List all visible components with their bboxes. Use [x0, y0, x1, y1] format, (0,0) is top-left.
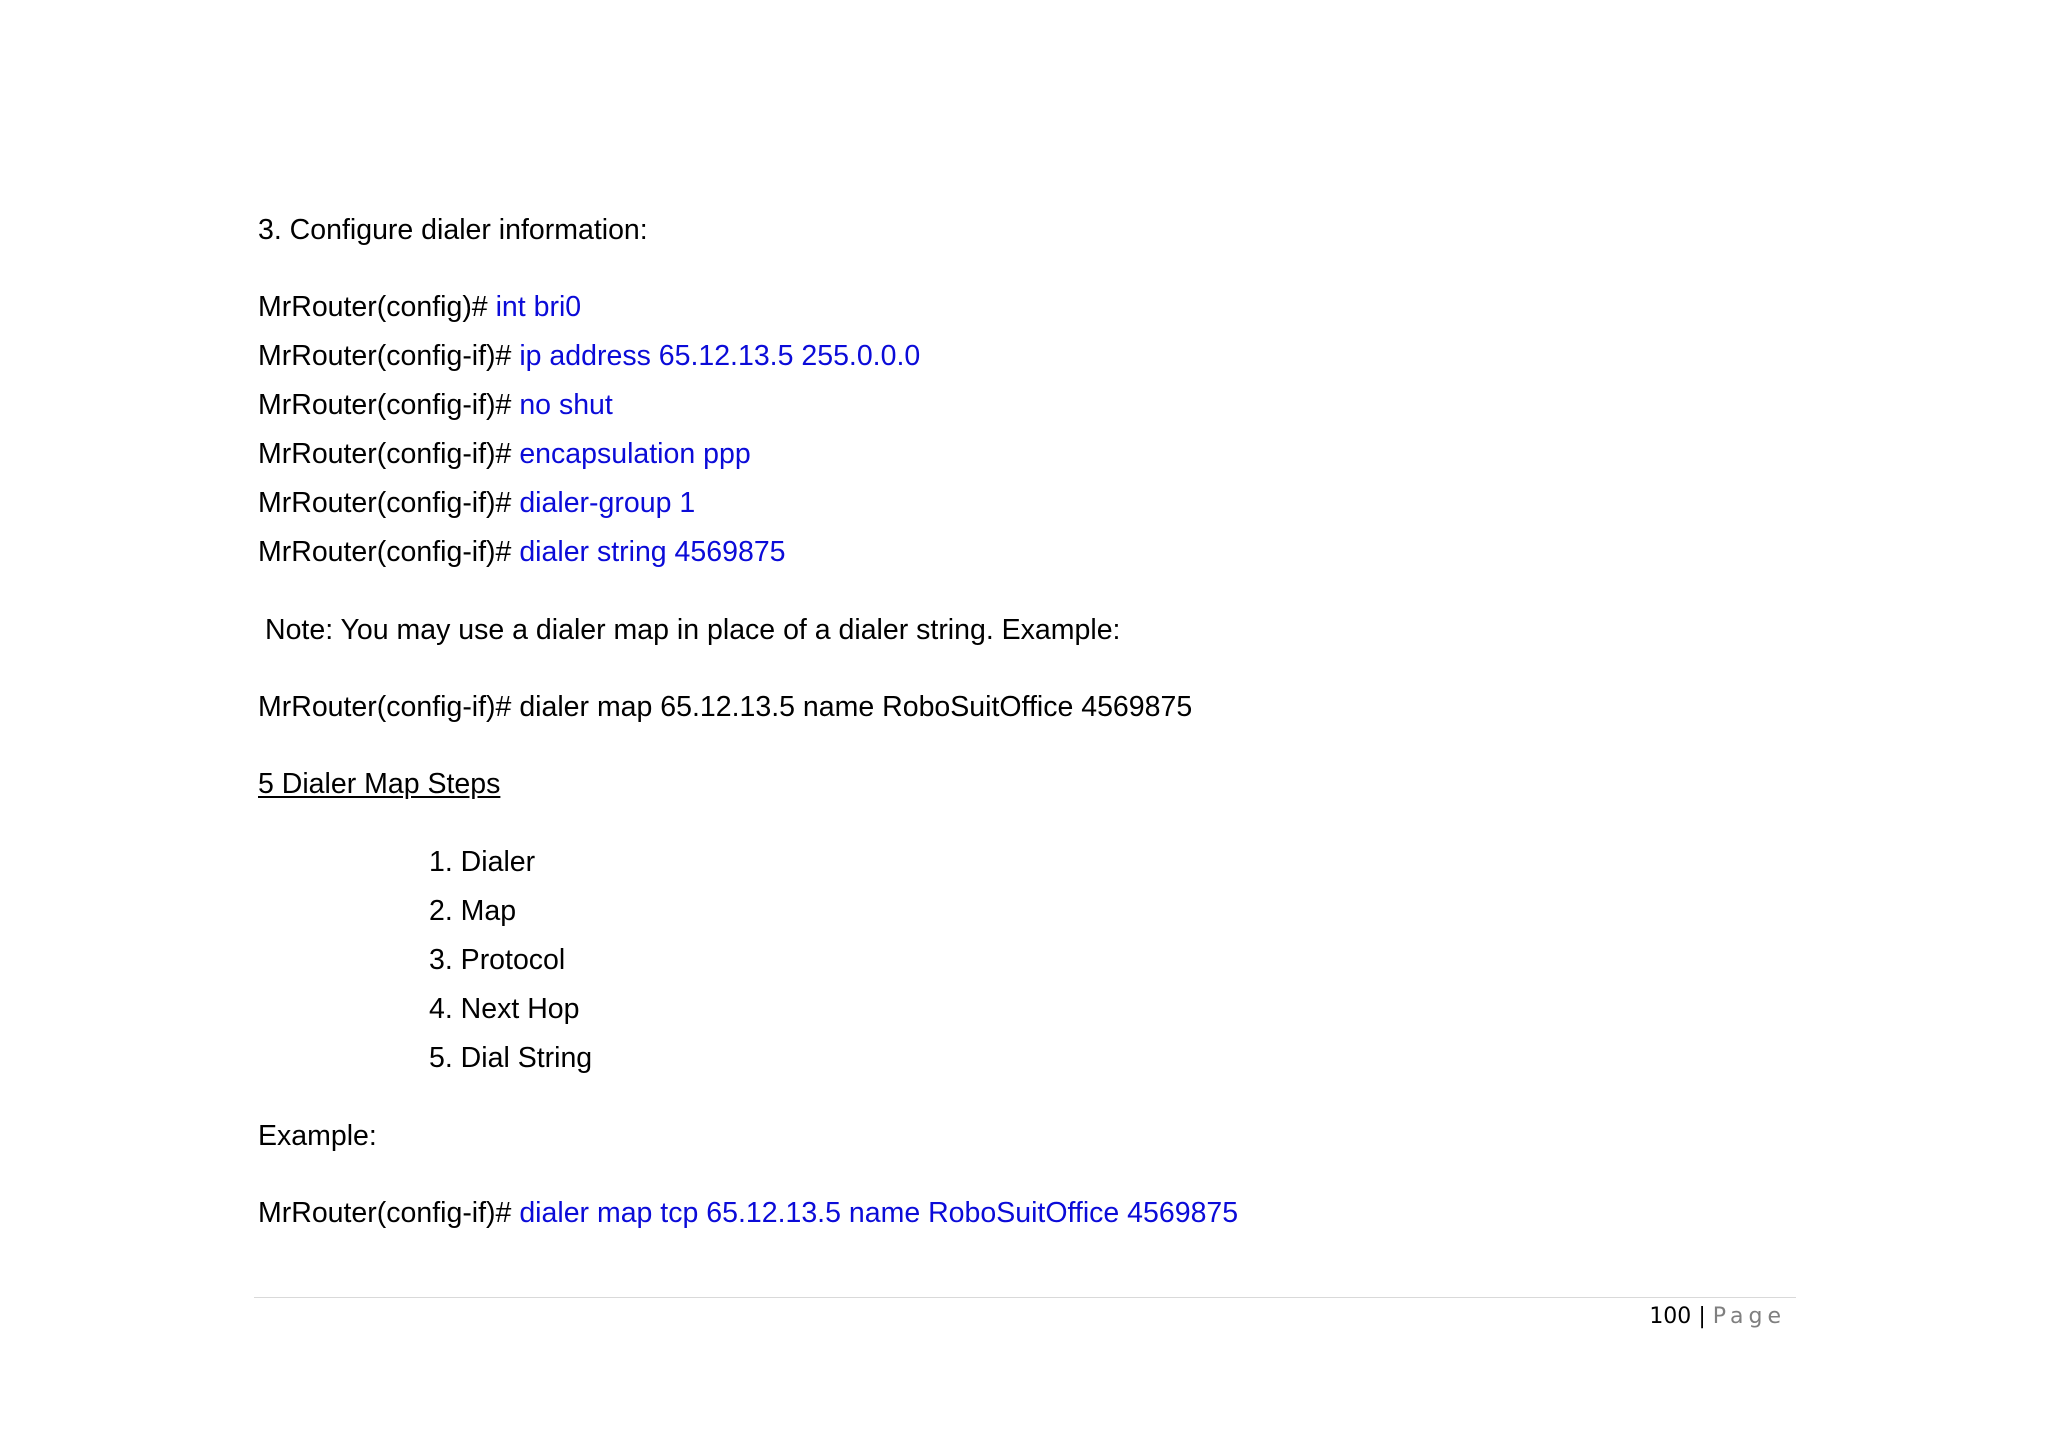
command-prompt: MrRouter(config-if)#	[258, 487, 512, 519]
steps-heading: 5 Dialer Map Steps	[258, 768, 501, 800]
command-prompt: MrRouter(config-if)#	[258, 536, 512, 568]
list-item: 2. Map	[429, 895, 517, 927]
command-text: no shut	[519, 389, 613, 421]
list-item: 1. Dialer	[429, 846, 536, 878]
command-prompt: MrRouter(config-if)#	[258, 389, 512, 421]
command-line	[258, 290, 581, 324]
note-example-command: MrRouter(config-if)# dialer map 65.12.13.5 name RoboSuitOffice 4569875	[258, 691, 1193, 723]
command-text: encapsulation ppp	[519, 438, 751, 470]
command-text: ip address 65.12.13.5 255.0.0.0	[519, 340, 921, 372]
step-heading: 3. Configure dialer information:	[258, 214, 648, 246]
footer-separator: |	[1698, 1304, 1706, 1329]
page-footer	[1649, 1300, 1786, 1334]
list-item: 5. Dial String	[429, 1042, 593, 1074]
page-label: Page	[1712, 1304, 1786, 1329]
page-number: 100	[1649, 1304, 1692, 1329]
command-line	[258, 486, 695, 520]
footer-divider	[254, 1297, 1796, 1298]
command-prompt: MrRouter(config-if)#	[258, 438, 512, 470]
command-line	[258, 388, 613, 422]
command-text: dialer string 4569875	[519, 536, 786, 568]
command-text: int bri0	[495, 291, 582, 323]
command-line	[258, 437, 751, 471]
list-item: 4. Next Hop	[429, 993, 580, 1025]
command-prompt: MrRouter(config)#	[258, 291, 488, 323]
list-item: 3. Protocol	[429, 944, 566, 976]
final-command-line	[258, 1196, 1238, 1230]
note-text: Note: You may use a dialer map in place of a dialer string. Example:	[265, 614, 1121, 646]
command-prompt: MrRouter(config-if)#	[258, 340, 512, 372]
command-text: dialer-group 1	[519, 487, 696, 519]
command-line	[258, 535, 786, 569]
command-line	[258, 339, 920, 373]
command-prompt: MrRouter(config-if)#	[258, 1197, 512, 1229]
command-text: dialer map tcp 65.12.13.5 name RoboSuitOffice 4569875	[519, 1197, 1239, 1229]
example-label: Example:	[258, 1120, 377, 1152]
